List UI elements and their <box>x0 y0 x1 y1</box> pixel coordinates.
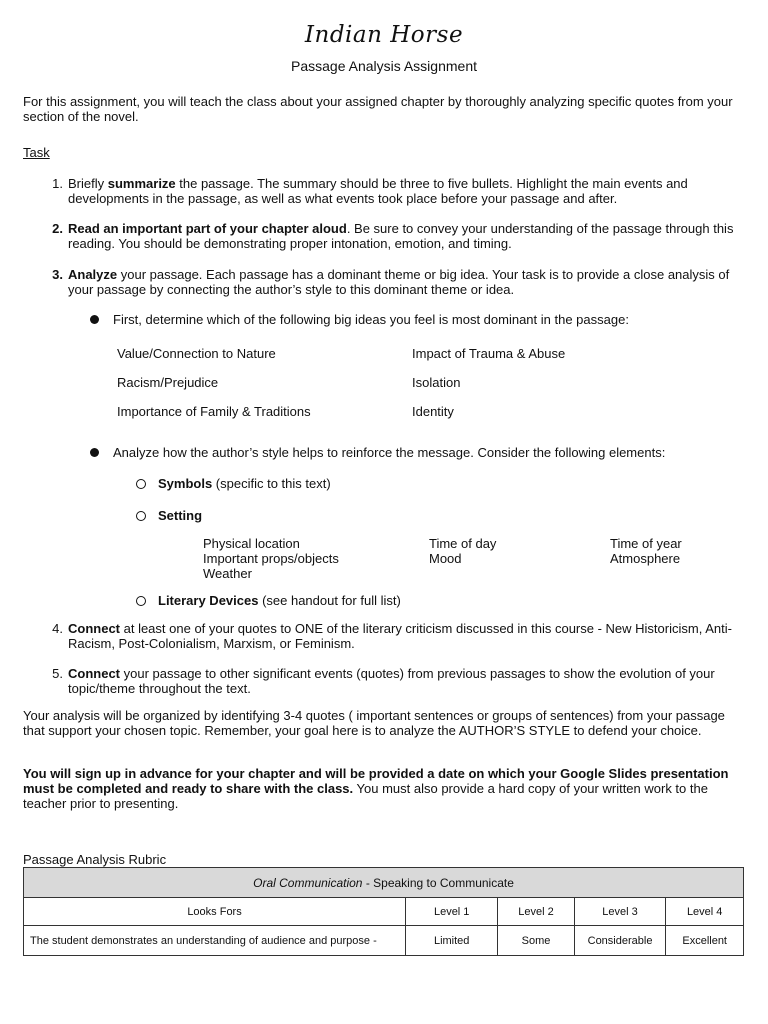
item-number: 1. <box>52 176 63 191</box>
setting-element: Atmosphere <box>610 551 681 566</box>
rubric-title: Passage Analysis Rubric <box>23 852 167 867</box>
sub-item-bold: Literary Devices <box>158 593 259 608</box>
item-number: 5. <box>52 666 63 681</box>
item-text: at least one of your quotes to ONE of the literary criticism discussed in this course - New Historicism, Anti-Racism, Post-Colonialism, Marxism, or Feminism. <box>68 621 732 651</box>
rubric-column-header: Looks Fors <box>24 898 406 926</box>
bullet-text: Analyze how the author’s style helps to reinforce the message. Consider the following elements: <box>113 445 666 460</box>
big-idea: Value/Connection to Nature <box>117 346 276 361</box>
item-number: 4. <box>52 621 63 636</box>
sub-item-bold: Setting <box>158 508 203 523</box>
setting-column-1 <box>203 536 339 581</box>
rubric-cell: Limited <box>406 926 498 956</box>
big-idea: Identity <box>412 404 454 419</box>
rubric-column-header: Level 1 <box>406 898 498 926</box>
sub-item-text: (specific to this text) <box>212 476 331 491</box>
rubric-cell: Some <box>498 926 574 956</box>
rubric-cell: The student demonstrates an understanding of audience and purpose - <box>24 926 406 956</box>
item-bold-text: Connect <box>68 666 120 681</box>
setting-element: Important props/objects <box>203 551 339 566</box>
rubric-header-italic: Oral Communication <box>253 875 363 890</box>
rubric-column-header: Level 4 <box>666 898 744 926</box>
item-text: . Be sure to convey your understanding of the passage through this reading. You should be demonstrating proper intonation, emotion, and timing. <box>68 221 734 251</box>
hollow-circle-icon <box>136 511 146 521</box>
setting-element: Weather <box>203 566 252 581</box>
closing-paragraph-1: Your analysis will be organized by identifying 3-4 quotes ( important sentences or groups of sentences) from your passage that support your chosen topic. Remember, your goal here is to analyze the AUTHOR’S STYLE to defend your choice. <box>23 708 725 738</box>
setting-column-2 <box>429 536 496 566</box>
setting-element: Mood <box>429 551 462 566</box>
item-text-pre: Briefly <box>68 176 108 191</box>
bullet-dot-icon <box>90 448 99 457</box>
big-idea: Importance of Family & Traditions <box>117 404 311 419</box>
rubric-table <box>23 867 744 956</box>
item-text: the passage. The summary should be three to five bullets. Highlight the main events and developments in the passage, as well as what events took place before your passage and after. <box>68 176 688 206</box>
setting-element: Time of year <box>610 536 682 551</box>
item-text: your passage to other significant events (quotes) from previous passages to show the evolution of your topic/theme throughout the text. <box>68 666 715 696</box>
closing-paragraph-2 <box>23 766 748 811</box>
rubric-header-text: - Speaking to Communicate <box>362 875 514 890</box>
closing-bold-text: You will sign up in advance for your chapter and will be provided a date on which your Google Slides presentation must be completed and ready to share with the class. <box>23 766 729 796</box>
item-number: 2. <box>52 221 63 236</box>
document-subtitle: Passage Analysis Assignment <box>291 58 477 74</box>
bullet-text: First, determine which of the following big ideas you feel is most dominant in the passage: <box>113 312 629 327</box>
big-idea: Isolation <box>412 375 461 390</box>
table-row <box>24 926 744 956</box>
item-bold-text: summarize <box>107 176 176 191</box>
rubric-column-header: Level 2 <box>498 898 574 926</box>
item-text: your passage. Each passage has a dominant theme or big idea. Your task is to provide a close analysis of your passage by connecting the author’s style to this dominant theme or idea. <box>68 267 730 297</box>
setting-column-3 <box>610 536 682 566</box>
big-idea: Impact of Trauma & Abuse <box>412 346 566 361</box>
rubric-cell: Considerable <box>574 926 666 956</box>
setting-element: Physical location <box>203 536 300 551</box>
bullet-dot-icon <box>90 315 99 324</box>
item-bold-text: Read an important part of your chapter aloud <box>68 221 347 236</box>
hollow-circle-icon <box>136 596 146 606</box>
rubric-cell: Excellent <box>666 926 744 956</box>
item-bold-text: Connect <box>68 621 120 636</box>
sub-item-bold: Symbols <box>158 476 213 491</box>
setting-element: Time of day <box>429 536 497 551</box>
item-number: 3. <box>52 267 63 282</box>
hollow-circle-icon <box>136 479 146 489</box>
document-title: Indian Horse <box>304 22 464 48</box>
closing-text: You must also provide a hard copy of your written work to the teacher prior to presenting. <box>23 781 708 811</box>
sub-item-text: (see handout for full list) <box>258 593 401 608</box>
intro-paragraph: For this assignment, you will teach the class about your assigned chapter by thoroughly analyzing specific quotes from your section of the novel. <box>23 94 733 124</box>
rubric-header <box>24 868 744 898</box>
item-bold-text: Analyze <box>68 267 118 282</box>
task-heading: Task <box>23 145 50 160</box>
big-idea: Racism/Prejudice <box>117 375 219 390</box>
rubric-column-header: Level 3 <box>574 898 666 926</box>
